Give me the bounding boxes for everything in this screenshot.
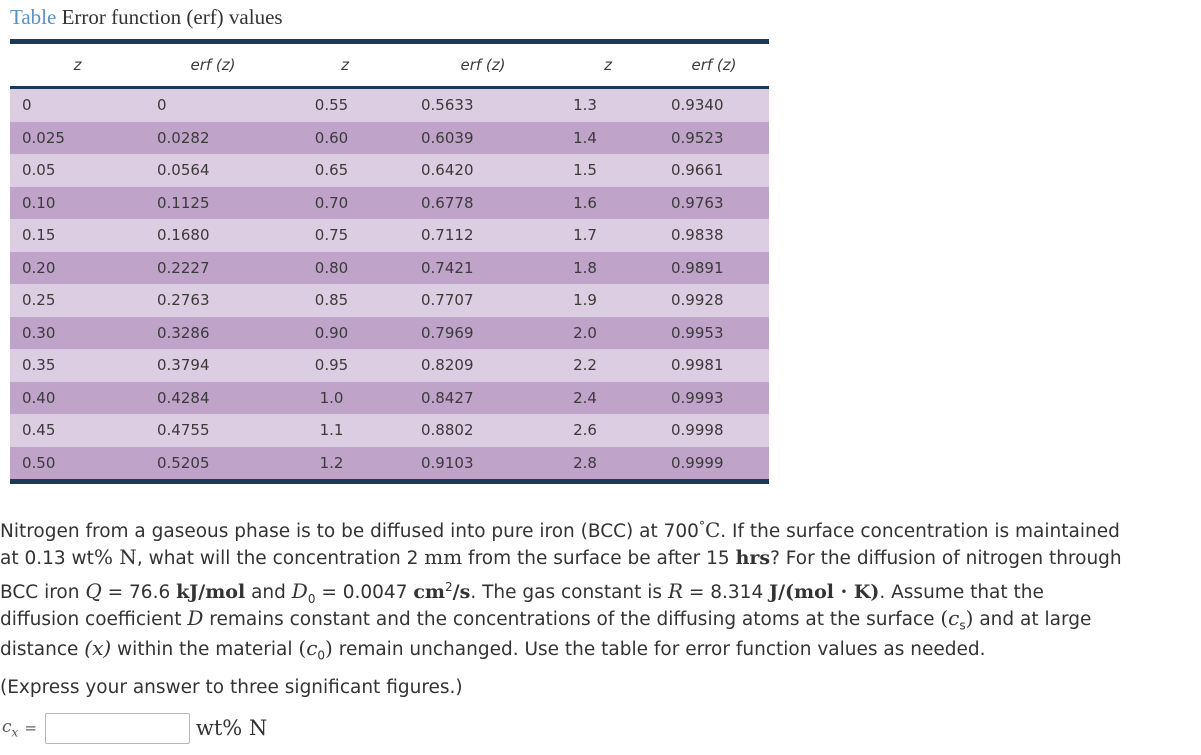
erf-cell: 0.4284 <box>145 382 281 415</box>
column-header: erf (z) <box>659 42 769 88</box>
z-cell: 0.80 <box>281 252 409 285</box>
problem-line-4: diffusion coefficient D remains constant and the concentrations of the diffusing atoms at the surface $(c_s)$ and at large <box>0 605 1092 633</box>
table-row <box>10 252 769 285</box>
erf-table <box>10 39 769 484</box>
erf-cell: 0.9953 <box>659 317 769 350</box>
z-cell: 1.1 <box>281 414 409 447</box>
z-cell: 1.9 <box>557 284 659 317</box>
table-row <box>10 154 769 187</box>
erf-cell: 0.9998 <box>659 414 769 447</box>
z-cell: 1.8 <box>557 252 659 285</box>
erf-cell: 0.2227 <box>145 252 281 285</box>
erf-cell: 0.7421 <box>409 252 557 285</box>
erf-cell: 0.0282 <box>145 122 281 155</box>
z-cell: 1.5 <box>557 154 659 187</box>
table-row <box>10 349 769 382</box>
z-cell: 0.10 <box>10 187 145 220</box>
erf-cell: 0.3794 <box>145 349 281 382</box>
z-cell: 1.3 <box>557 88 659 122</box>
table-title: Error function (erf) values <box>61 5 283 29</box>
erf-cell: 0.7707 <box>409 284 557 317</box>
erf-cell: 0.8209 <box>409 349 557 382</box>
table-caption <box>10 4 283 30</box>
table-row <box>10 219 769 252</box>
z-cell: 0.65 <box>281 154 409 187</box>
z-cell: 0.60 <box>281 122 409 155</box>
erf-cell: 0.9340 <box>659 88 769 122</box>
z-cell: 0.95 <box>281 349 409 382</box>
z-cell: 0.85 <box>281 284 409 317</box>
z-cell: 0.05 <box>10 154 145 187</box>
table-row <box>10 414 769 447</box>
erf-cell: 0.8427 <box>409 382 557 415</box>
problem-line-5: distance (x) within the material $(c_0)$ remain unchanged. Use the table for error function values as needed. <box>0 636 986 663</box>
z-cell: 0.35 <box>10 349 145 382</box>
erf-cell: 0.1125 <box>145 187 281 220</box>
z-cell: 0.20 <box>10 252 145 285</box>
answer-row <box>0 710 267 746</box>
z-cell: 1.2 <box>281 447 409 482</box>
erf-cell: 0.5633 <box>409 88 557 122</box>
erf-cell: 0.7112 <box>409 219 557 252</box>
column-header: erf (z) <box>145 42 281 88</box>
table-row <box>10 447 769 482</box>
erf-cell: 0.6778 <box>409 187 557 220</box>
z-cell: 1.6 <box>557 187 659 220</box>
z-cell: 0 <box>10 88 145 122</box>
problem-line-3: BCC iron Q = 76.6 kJ/mol and $D_0 = 0.0047$ $cm^2/s$. The gas constant is R = 8.314 J/(mol · K). Assume that the <box>0 579 1044 606</box>
table-label: Table <box>10 5 57 29</box>
z-cell: 0.25 <box>10 284 145 317</box>
erf-cell: 0.3286 <box>145 317 281 350</box>
z-cell: 1.0 <box>281 382 409 415</box>
erf-cell: 0.6420 <box>409 154 557 187</box>
answer-unit: wt% N <box>195 716 268 740</box>
erf-cell: 0.4755 <box>145 414 281 447</box>
z-cell: 0.55 <box>281 88 409 122</box>
z-cell: 1.4 <box>557 122 659 155</box>
erf-cell: 0.9103 <box>409 447 557 482</box>
problem-line-2: at 0.13 wt% N, what will the concentration 2 mm from the surface be after 15 hrs? For the diffusion of nitrogen through <box>0 544 1122 569</box>
z-cell: 2.6 <box>557 414 659 447</box>
erf-cell: 0.8802 <box>409 414 557 447</box>
erf-cell: 0.9838 <box>659 219 769 252</box>
erf-cell: 0.6039 <box>409 122 557 155</box>
erf-cell: 0.0564 <box>145 154 281 187</box>
table-body <box>10 88 769 482</box>
table-row <box>10 317 769 350</box>
answer-input[interactable] <box>45 713 190 744</box>
column-header: z <box>10 42 145 88</box>
erf-cell: 0.5205 <box>145 447 281 482</box>
z-cell: 0.025 <box>10 122 145 155</box>
erf-cell: 0.9981 <box>659 349 769 382</box>
z-cell: 0.45 <box>10 414 145 447</box>
answer-variable: $c_x$ <box>2 716 19 740</box>
erf-cell: 0.9928 <box>659 284 769 317</box>
z-cell: 1.7 <box>557 219 659 252</box>
erf-cell: 0.9891 <box>659 252 769 285</box>
z-cell: 0.15 <box>10 219 145 252</box>
erf-cell: 0.1680 <box>145 219 281 252</box>
z-cell: 2.4 <box>557 382 659 415</box>
table-header-row <box>10 42 769 88</box>
erf-cell: 0.7969 <box>409 317 557 350</box>
erf-cell: 0.9523 <box>659 122 769 155</box>
z-cell: 2.0 <box>557 317 659 350</box>
table-row <box>10 382 769 415</box>
z-cell: 2.2 <box>557 349 659 382</box>
answer-equals: = <box>24 719 37 737</box>
table-row <box>10 187 769 220</box>
erf-cell: 0.9661 <box>659 154 769 187</box>
problem-line-1: Nitrogen from a gaseous phase is to be diffused into pure iron (BCC) at 700°C. If the surface concentration is maintained <box>0 518 1120 543</box>
table-row <box>10 88 769 122</box>
column-header: z <box>281 42 409 88</box>
z-cell: 0.30 <box>10 317 145 350</box>
z-cell: 0.40 <box>10 382 145 415</box>
erf-cell: 0.9993 <box>659 382 769 415</box>
table-row <box>10 284 769 317</box>
answer-instructions: (Express your answer to three significant figures.) <box>0 677 463 698</box>
z-cell: 2.8 <box>557 447 659 482</box>
table-row <box>10 122 769 155</box>
erf-cell: 0 <box>145 88 281 122</box>
problem-text <box>0 511 1201 664</box>
z-cell: 0.50 <box>10 447 145 482</box>
erf-cell: 0.9999 <box>659 447 769 482</box>
z-cell: 0.75 <box>281 219 409 252</box>
erf-cell: 0.2763 <box>145 284 281 317</box>
z-cell: 0.70 <box>281 187 409 220</box>
column-header: z <box>557 42 659 88</box>
column-header: erf (z) <box>409 42 557 88</box>
z-cell: 0.90 <box>281 317 409 350</box>
erf-cell: 0.9763 <box>659 187 769 220</box>
